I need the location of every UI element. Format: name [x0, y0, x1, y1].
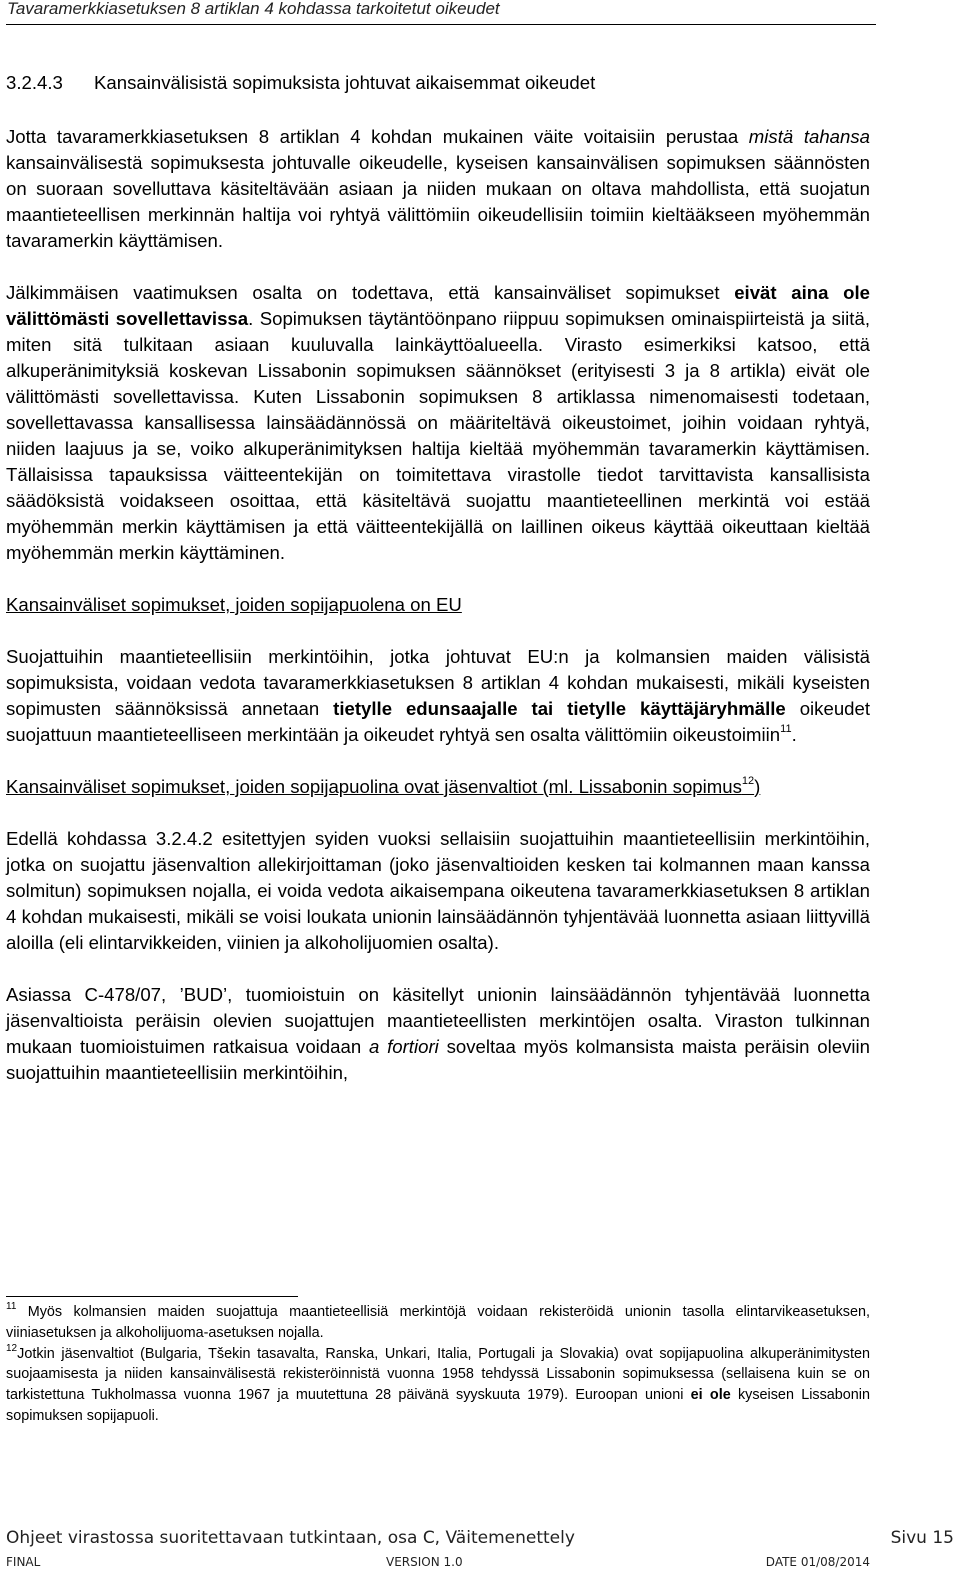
bold-span: ei ole: [690, 1387, 731, 1404]
text-span: kansainvälisestä sopimuksesta johtuvalle oikeudelle, kyseisen kansainvälisen sopimuksen säännösten on suoraan sovelluttava käsiteltävään asiaan ja niiden mukaan on oltava mahdollista, että suojatun maantieteellisen merkinnän haltija voi ryhtyä välittömiin oikeudellisiin toimiin kieltääkseen myöhemmän tavaramerkin käyttämisen.: [6, 152, 870, 251]
italic-span: mistä tahansa: [748, 126, 870, 147]
section-title: Kansainvälisistä sopimuksista johtuvat aikaisemmat oikeudet: [94, 72, 596, 93]
text-span: Suojattuihin maantieteellisiin merkintöihin, jotka johtuvat EU:n ja kolmansien maiden välisistä sopimuksista, voidaan vedota tavaramerkkiasetuksen 8 artiklan 4 kohdan mukaisesti, mikäli kyseisten sopimusten säännöksissä annetaan: [6, 646, 870, 719]
running-title: Tavaramerkkiasetuksen 8 artiklan 4 kohdassa tarkoitetut oikeudet: [7, 0, 500, 18]
paragraph-4: Edellä kohdassa 3.2.4.2 esitettyjen syiden vuoksi sellaisiin suojattuihin maantieteellisiin merkintöihin, jotka on suojattu jäsenvaltion allekirjoittaman (joko jäsenvaltioiden kesken tai kolmannen maan kanssa solmitun) sopimuksen nojalla, ei voida vedota aikaisempana oikeutena tavaramerkkiasetuksen 8 artiklan 4 kohdan mukaisesti, mikäli se voisi loukata unionin lainsäädännön tyhjentävää luonnetta asiaan liittyvillä aloilla (eli elintarvikkeiden, viinien ja alkoholijuomien osalta).: [6, 828, 870, 953]
footnote-text: Jotkin jäsenvaltiot (Bulgaria, Tšekin tasavalta, Ranska, Unkari, Italia, Portugali ja Slovakia) ovat sopijapuolina alkuperänimitysten suojaamisesta ja niiden kansainvälisestä rekisteröinnistä vuonna 1958 tehdyssä Lissabonin sopimuksessa (sellaisena kuin se on tarkistettuna Tukholmassa vuonna 1967 ja muutettuna 28 päivänä syyskuuta 1979). Euroopan unioni: [6, 1345, 870, 1404]
italic-span: a fortiori: [368, 1036, 439, 1057]
text-span: Jälkimmäisen vaatimuksen osalta on todettava, että kansainväliset sopimukset: [6, 282, 735, 303]
footnote-12: [6, 1344, 870, 1427]
text-span: Asiassa C-478/07, ’BUD’, tuomioistuin on käsitellyt unionin lainsäädännön tyhjentävää luonnetta jäsenvaltioista peräisin olevien suojattujen maantieteellisten merkintöjen osalta. Viraston tulkinnan mukaan tuomioistuimen ratkaisua voidaan: [6, 984, 870, 1057]
document-meta: [6, 1555, 870, 1578]
text-span: oikeudet suojattuun maantieteelliseen merkintään ja oikeudet ryhtyä sen osalta välittömiin oikeustoimiin: [6, 698, 871, 745]
footnote-11: [6, 1302, 870, 1344]
running-header: [6, 0, 876, 25]
guide-title: Ohjeet virastossa suoritettavaan tutkintaan, osa C, Väitemenettely: [6, 1528, 575, 1548]
page-number: Sivu 15: [890, 1528, 954, 1548]
text-span: soveltaa myös kolmansista maista peräisin oleviin suojattuihin maantieteellisiin merkintöihin,: [6, 1036, 871, 1083]
text-span: . Sopimuksen täytäntöönpano riippuu sopimuksen ominaispiirteistä ja siitä, miten sitä tulkitaan asiaan kuuluvalla lainkäyttöalueella. Virasto esimerkiksi katsoo, että alkuperänimityksiä koskevan Lissabonin sopimuksen säännökset (erityisesti 3 ja 8 artikla) eivät ole välittömästi sovellettavissa. Kuten Lissabonin sopimuksen 8 artiklassa nimenomaisesti todetaan, sovellettavassa kansallisessa lainsäädännössä on määriteltävä oikeustoimet, joihin voidaan ryhtyä, niiden laajuus ja se, voiko alkuperänimityksen haltija kieltää myöhemmän tavaramerkin käyttämisen. Tällaisissa tapauksissa väitteentekijän on toimitettava virastolle tiedot tarvittavista kansallisista säädöksistä voidakseen osoittaa, että käsiteltävä suojattu maantieteellinen merkintä voi estää myöhemmän merkin käyttämisen ja että väitteentekijällä on laillinen oikeus käyttää oikeuttaan kieltää myöhemmän merkin käyttäminen.: [6, 308, 870, 563]
footnote-mark: 11: [6, 1301, 17, 1313]
subheading-member-state-agreements: [6, 774, 870, 800]
bold-span: tietylle edunsaajalle tai tietylle käyttäjäryhmälle: [333, 698, 786, 719]
text-span: Jotta tavaramerkkiasetuksen 8 artiklan 4 kohdan mukainen väite voitaisiin perustaa: [6, 126, 749, 147]
footnote-separator: [6, 1296, 298, 1297]
paragraph-5: [6, 982, 870, 1086]
paragraph-3: [6, 644, 870, 748]
footnote-ref-12[interactable]: 12: [741, 774, 755, 787]
footnote-text: kyseisen Lissabonin sopimuksen sopijapuoli.: [6, 1387, 870, 1424]
footnote-ref-11[interactable]: 11: [780, 722, 792, 735]
section-heading: [6, 70, 870, 96]
text-span: .: [791, 724, 797, 745]
footnote-mark: 12: [6, 1342, 18, 1354]
footnote-text: Myös kolmansien maiden suojattuja maantieteellisiä merkintöjä voidaan rekisteröidä unionin tasolla elintarvikeasetuksen, viiniasetuksen ja alkoholijuoma-asetuksen nojalla.: [6, 1304, 870, 1341]
footnotes: [6, 1302, 870, 1427]
text-span: ): [754, 776, 761, 797]
bold-span: eivät aina ole välittömästi sovellettavissa: [6, 282, 870, 329]
version-label: VERSION 1.0: [386, 1555, 463, 1569]
status-label: FINAL: [6, 1555, 41, 1569]
section-number: 3.2.4.3: [6, 72, 63, 93]
subheading-eu-agreements: Kansainväliset sopimukset, joiden sopijapuolena on EU: [6, 594, 462, 615]
text-span: Kansainväliset sopimukset, joiden sopijapuolina ovat jäsenvaltiot (ml. Lissabonin sopimus: [6, 776, 742, 797]
date-label: DATE 01/08/2014: [765, 1555, 870, 1569]
main-content: [6, 70, 870, 1112]
paragraph-2: [6, 280, 870, 566]
paragraph-1: [6, 124, 870, 254]
